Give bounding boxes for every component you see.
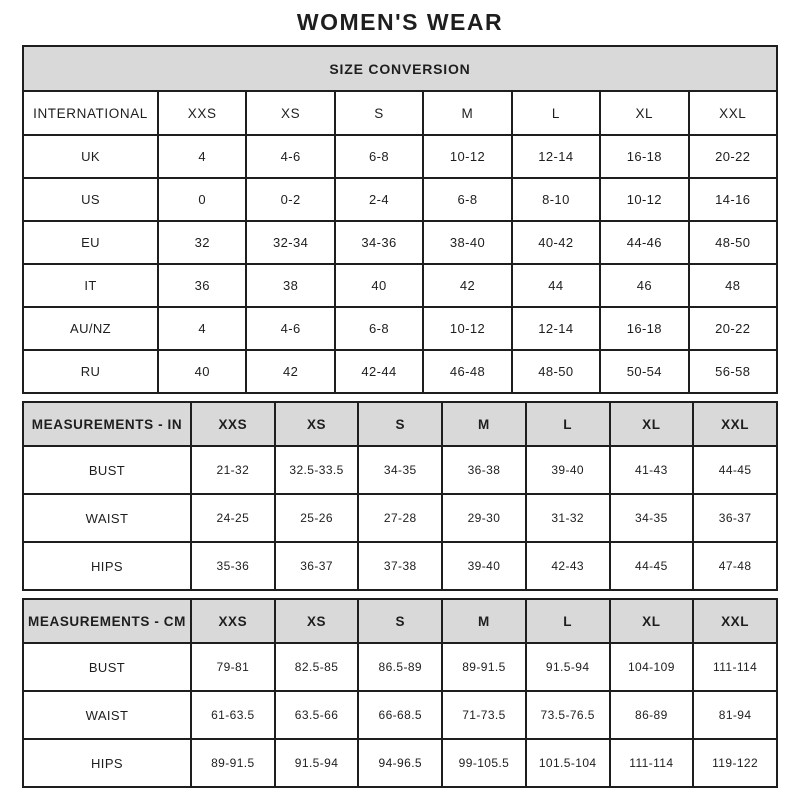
size-header-cell: XS (246, 91, 334, 135)
value-cell: 29-30 (442, 494, 526, 542)
measurements-cm-header-row (23, 599, 777, 643)
value-cell: 16-18 (600, 307, 688, 350)
value-cell: 44 (512, 264, 600, 307)
table-row (23, 542, 777, 590)
value-cell: 24-25 (191, 494, 275, 542)
value-cell: 32-34 (246, 221, 334, 264)
size-conversion-title: SIZE CONVERSION (23, 46, 777, 91)
value-cell: 21-32 (191, 446, 275, 494)
row-label: RU (23, 350, 158, 393)
value-cell: 40-42 (512, 221, 600, 264)
size-header-cell: M (442, 402, 526, 446)
value-cell: 14-16 (689, 178, 777, 221)
value-cell: 42 (246, 350, 334, 393)
table-row (23, 643, 777, 691)
measurements-cm-title: MEASUREMENTS - CM (23, 599, 191, 643)
value-cell: 34-35 (358, 446, 442, 494)
value-cell: 4-6 (246, 135, 334, 178)
size-header-cell: XXS (191, 402, 275, 446)
value-cell: 2-4 (335, 178, 423, 221)
value-cell: 44-45 (693, 446, 777, 494)
value-cell: 44-46 (600, 221, 688, 264)
measurements-cm-body (23, 643, 777, 787)
value-cell: 42-43 (526, 542, 610, 590)
row-label: HIPS (23, 542, 191, 590)
size-header-cell: XS (275, 599, 359, 643)
measurements-in-body (23, 446, 777, 590)
value-cell: 36-37 (693, 494, 777, 542)
value-cell: 99-105.5 (442, 739, 526, 787)
value-cell: 36 (158, 264, 246, 307)
size-conversion-caption-row (23, 46, 777, 91)
size-conversion-table (22, 45, 778, 394)
value-cell: 4-6 (246, 307, 334, 350)
value-cell: 34-35 (610, 494, 694, 542)
value-cell: 46 (600, 264, 688, 307)
value-cell: 16-18 (600, 135, 688, 178)
table-row (23, 221, 777, 264)
value-cell: 37-38 (358, 542, 442, 590)
table-row (23, 307, 777, 350)
measurements-in-header-row (23, 402, 777, 446)
table-row (23, 350, 777, 393)
value-cell: 82.5-85 (275, 643, 359, 691)
value-cell: 86.5-89 (358, 643, 442, 691)
value-cell: 71-73.5 (442, 691, 526, 739)
value-cell: 32.5-33.5 (275, 446, 359, 494)
size-header-cell: XL (610, 599, 694, 643)
value-cell: 44-45 (610, 542, 694, 590)
value-cell: 89-91.5 (442, 643, 526, 691)
value-cell: 38-40 (423, 221, 511, 264)
size-header-cell: XL (600, 91, 688, 135)
table-row (23, 446, 777, 494)
value-cell: 6-8 (423, 178, 511, 221)
value-cell: 42 (423, 264, 511, 307)
size-header-cell: M (442, 599, 526, 643)
value-cell: 8-10 (512, 178, 600, 221)
value-cell: 119-122 (693, 739, 777, 787)
table-row (23, 739, 777, 787)
row-label: US (23, 178, 158, 221)
value-cell: 47-48 (693, 542, 777, 590)
value-cell: 111-114 (610, 739, 694, 787)
measurements-cm-table (22, 598, 778, 788)
measurements-in-title: MEASUREMENTS - IN (23, 402, 191, 446)
size-header-cell: L (526, 599, 610, 643)
value-cell: 42-44 (335, 350, 423, 393)
value-cell: 35-36 (191, 542, 275, 590)
measurements-in-table (22, 401, 778, 591)
value-cell: 12-14 (512, 135, 600, 178)
row-label: BUST (23, 446, 191, 494)
value-cell: 40 (335, 264, 423, 307)
size-header-cell: L (512, 91, 600, 135)
table-row (23, 178, 777, 221)
value-cell: 39-40 (526, 446, 610, 494)
value-cell: 66-68.5 (358, 691, 442, 739)
value-cell: 34-36 (335, 221, 423, 264)
value-cell: 48-50 (689, 221, 777, 264)
value-cell: 10-12 (423, 307, 511, 350)
row-label: WAIST (23, 691, 191, 739)
size-header-cell: XXL (693, 599, 777, 643)
value-cell: 86-89 (610, 691, 694, 739)
value-cell: 4 (158, 307, 246, 350)
value-cell: 4 (158, 135, 246, 178)
value-cell: 20-22 (689, 135, 777, 178)
size-header-cell: S (335, 91, 423, 135)
size-header-cell: XXS (158, 91, 246, 135)
value-cell: 91.5-94 (526, 643, 610, 691)
page-title: WOMEN'S WEAR (296, 9, 504, 35)
value-cell: 61-63.5 (191, 691, 275, 739)
value-cell: 48 (689, 264, 777, 307)
table-row (23, 691, 777, 739)
value-cell: 50-54 (600, 350, 688, 393)
row-label: UK (23, 135, 158, 178)
value-cell: 94-96.5 (358, 739, 442, 787)
value-cell: 63.5-66 (275, 691, 359, 739)
value-cell: 12-14 (512, 307, 600, 350)
size-conversion-header-row (23, 91, 777, 135)
size-header-cell: XXS (191, 599, 275, 643)
value-cell: 0 (158, 178, 246, 221)
size-header-cell: M (423, 91, 511, 135)
row-label: HIPS (23, 739, 191, 787)
value-cell: 46-48 (423, 350, 511, 393)
value-cell: 25-26 (275, 494, 359, 542)
value-cell: 73.5-76.5 (526, 691, 610, 739)
size-chart-page (0, 9, 800, 788)
size-conversion-body (23, 135, 777, 393)
value-cell: 6-8 (335, 307, 423, 350)
size-header-cell: XS (275, 402, 359, 446)
value-cell: 101.5-104 (526, 739, 610, 787)
row-label: WAIST (23, 494, 191, 542)
size-header-cell: XL (610, 402, 694, 446)
row-label: BUST (23, 643, 191, 691)
value-cell: 41-43 (610, 446, 694, 494)
value-cell: 111-114 (693, 643, 777, 691)
value-cell: 36-37 (275, 542, 359, 590)
value-cell: 40 (158, 350, 246, 393)
size-header-cell: S (358, 402, 442, 446)
size-header-cell: INTERNATIONAL (23, 91, 158, 135)
value-cell: 27-28 (358, 494, 442, 542)
value-cell: 79-81 (191, 643, 275, 691)
value-cell: 20-22 (689, 307, 777, 350)
value-cell: 36-38 (442, 446, 526, 494)
size-header-cell: XXL (693, 402, 777, 446)
value-cell: 39-40 (442, 542, 526, 590)
value-cell: 0-2 (246, 178, 334, 221)
table-row (23, 264, 777, 307)
value-cell: 104-109 (610, 643, 694, 691)
table-row (23, 494, 777, 542)
size-header-cell: L (526, 402, 610, 446)
table-row (23, 135, 777, 178)
value-cell: 31-32 (526, 494, 610, 542)
value-cell: 89-91.5 (191, 739, 275, 787)
value-cell: 91.5-94 (275, 739, 359, 787)
size-header-cell: XXL (689, 91, 777, 135)
value-cell: 38 (246, 264, 334, 307)
row-label: EU (23, 221, 158, 264)
value-cell: 48-50 (512, 350, 600, 393)
row-label: IT (23, 264, 158, 307)
value-cell: 32 (158, 221, 246, 264)
value-cell: 10-12 (423, 135, 511, 178)
value-cell: 10-12 (600, 178, 688, 221)
value-cell: 6-8 (335, 135, 423, 178)
value-cell: 56-58 (689, 350, 777, 393)
value-cell: 81-94 (693, 691, 777, 739)
row-label: AU/NZ (23, 307, 158, 350)
size-header-cell: S (358, 599, 442, 643)
